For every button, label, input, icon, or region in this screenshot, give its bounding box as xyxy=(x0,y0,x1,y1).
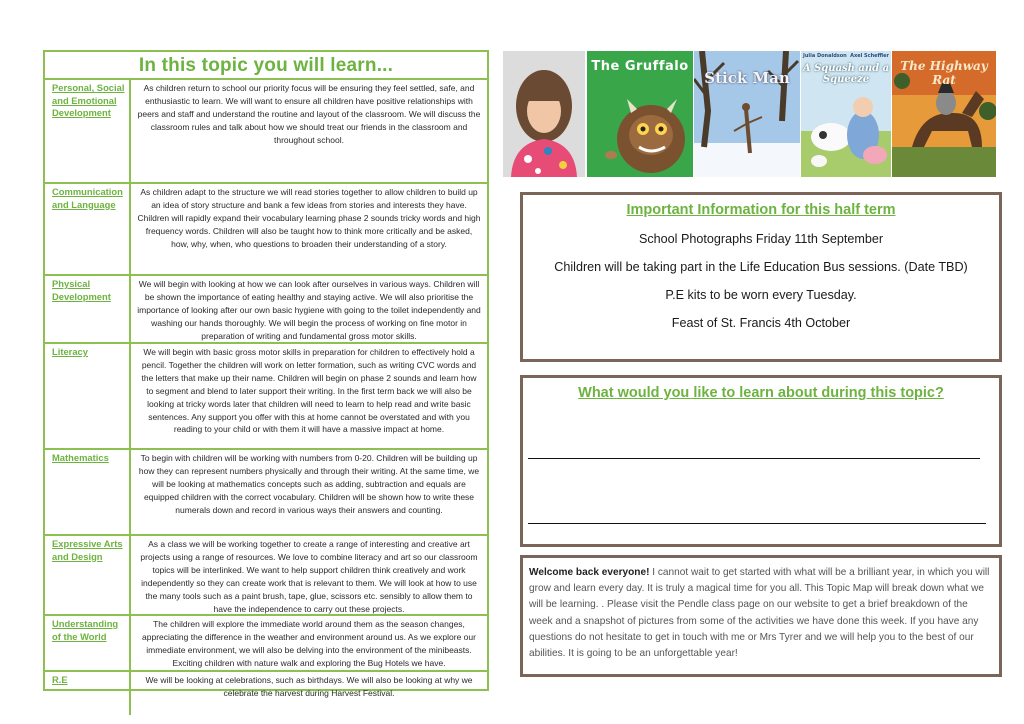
topic-row-communication xyxy=(45,184,487,276)
welcome-message xyxy=(529,565,993,662)
info-title: Important Information for this half term xyxy=(626,202,896,218)
book-title: The Gruffalo xyxy=(591,59,689,74)
topic-heading: Expressive Arts and Design xyxy=(45,536,131,614)
topic-text: We will be looking at celebrations, such as birthdays. We will also be looking at why we celebrate the harvest during Harvest Festival. xyxy=(145,675,473,698)
welcome-lead: Welcome back everyone! xyxy=(529,567,650,578)
squash-and-squeeze-cover-icon xyxy=(801,51,891,177)
topic-text: We will begin with looking at how we can look after ourselves in various ways. Children will be shown the importance of eating healthy and staying active. We will also prioritise the importance of looking after our own basic hygiene with going to the toilet independently and washing our hands thoroughly. We will begin the process of working on fine motor in preparation of writing and fundamental gross motor skills. xyxy=(137,279,481,341)
topic-heading: Communication and Language xyxy=(45,184,131,274)
book-illustrator: Axel Scheffler xyxy=(850,53,889,59)
topic-row-physical xyxy=(45,276,487,344)
info-line-photographs: School Photographs Friday 11th September xyxy=(638,232,884,246)
topic-row-expressive-arts xyxy=(45,536,487,616)
book-title: The Highway Rat xyxy=(900,59,988,87)
book-title: Stick Man xyxy=(704,69,790,87)
topic-title: In this topic you will learn... xyxy=(45,52,487,80)
gruffalo-cover-icon xyxy=(587,51,693,177)
learn-title: What would you like to learn about during this topic? xyxy=(578,385,944,401)
welcome-body: I cannot wait to get started with what will be a brilliant year, in which you will grow and learn every day. It is truly a magical time for you all. This Topic Map will break down what we will be learning. . Please visit the Pendle class page on our website to get a brief breakdown of the week and a snapshot of pictures from some of the activities we have done this week. If you have any questions do not hesitate to get in touch with me or Mrs Tyrer and we will help you to the best of our abilities. It is going to be an unforgettable year! xyxy=(529,567,990,660)
topic-row-literacy xyxy=(45,344,487,450)
topic-heading: Physical Development xyxy=(45,276,131,342)
info-line-life-education-bus: Children will be taking part in the Life Education Bus sessions. (Date TBD) xyxy=(554,260,968,274)
welcome-box xyxy=(520,555,1002,677)
topic-heading: Personal, Social and Emotional Development xyxy=(45,80,131,182)
topic-text: As children adapt to the structure we will read stories together to allow children to build up an idea of story structure and bank a few ideas from stories and interests they have. Children will rapidly expand their vocabulary learning phase 2 sounds tricky words and high frequency words. Children will also be taught how to think more critically and be asked, how, why, when, who questions to broaden their understanding of a story. xyxy=(137,187,481,249)
important-info-box xyxy=(520,192,1002,362)
book-author: Julia Donaldson xyxy=(803,53,847,59)
answer-line[interactable] xyxy=(528,523,986,524)
topic-text: We will begin with basic gross motor skills in preparation for children to effectively hold a pencil. Together the children will work on letter formation, such as writing CVC words and the letters that make up their name. Children will begin on phase 2 sounds and learn how to segment and blend to later support their writing. In the first term back we will also be looking at tricky words later that children will need to learn to help read and write basic sentences. Any support you offer with this at home cannot be overstated and with you reading to your child or with them it will have a massive impact at home. xyxy=(141,347,477,435)
topic-row-personal-social xyxy=(45,80,487,184)
topic-text: To begin with children will be working with numbers from 0-20. Children will be building up how they can represent numbers physically and through their writing. At the same time, we will be looking at mathematics concepts such as adding, subtraction and equals are equipped children with the correct vocabulary. Children will be shown how to write these numerals down and record in various ways their answers and counting. xyxy=(138,453,480,515)
author-portrait-icon xyxy=(503,51,585,177)
topic-heading: Mathematics xyxy=(45,450,131,534)
topic-heading: Understanding of the World xyxy=(45,616,131,670)
info-line-feast: Feast of St. Francis 4th October xyxy=(671,316,851,330)
topic-text: The children will explore the immediate world around them as the season changes, appreciating the difference in the weather and environment around us. As we explore our immediate environment, we will also be delving into the environment of the minibeasts. Exciting children with nature walk and exploring the Bug Hotels we have. xyxy=(142,619,476,668)
info-line-pe-kits: P.E kits to be worn every Tuesday. xyxy=(665,288,857,302)
stick-man-cover-icon xyxy=(694,51,800,177)
topic-row-mathematics xyxy=(45,450,487,536)
topic-table xyxy=(43,50,489,698)
highway-rat-cover-icon xyxy=(892,51,996,177)
topic-text: As a class we will be working together to create a range of interesting and creative art projects using a range of resources. We love to combine literacy and art so our classroom topics will be interlinked. We want to help support children think creatively and work independently so they can create work that is relevant to them. We will look at how to use the many tools such as a paint brush, tape, glue, scissors etc. sensibly to allow them to have the independence to carry out these projects. xyxy=(140,539,478,614)
topic-text: As children return to school our priority focus will be ensuring they feel settled, safe, and enthusiastic to learn. We will want to ensure all children have positive relationships with peers and staff and understand the routine and layout of the classroom. We will discuss the classroom rules and talk about how we should treat our friends in the classroom and throughout school. xyxy=(137,83,481,145)
topic-row-re xyxy=(45,672,487,715)
topic-heading: R.E xyxy=(45,672,131,715)
answer-line[interactable] xyxy=(528,458,980,459)
book-title: A Squash and a Squeeze xyxy=(802,63,890,85)
learn-request-box xyxy=(520,375,1002,547)
topic-heading: Literacy xyxy=(45,344,131,448)
topic-row-understanding-world xyxy=(45,616,487,672)
